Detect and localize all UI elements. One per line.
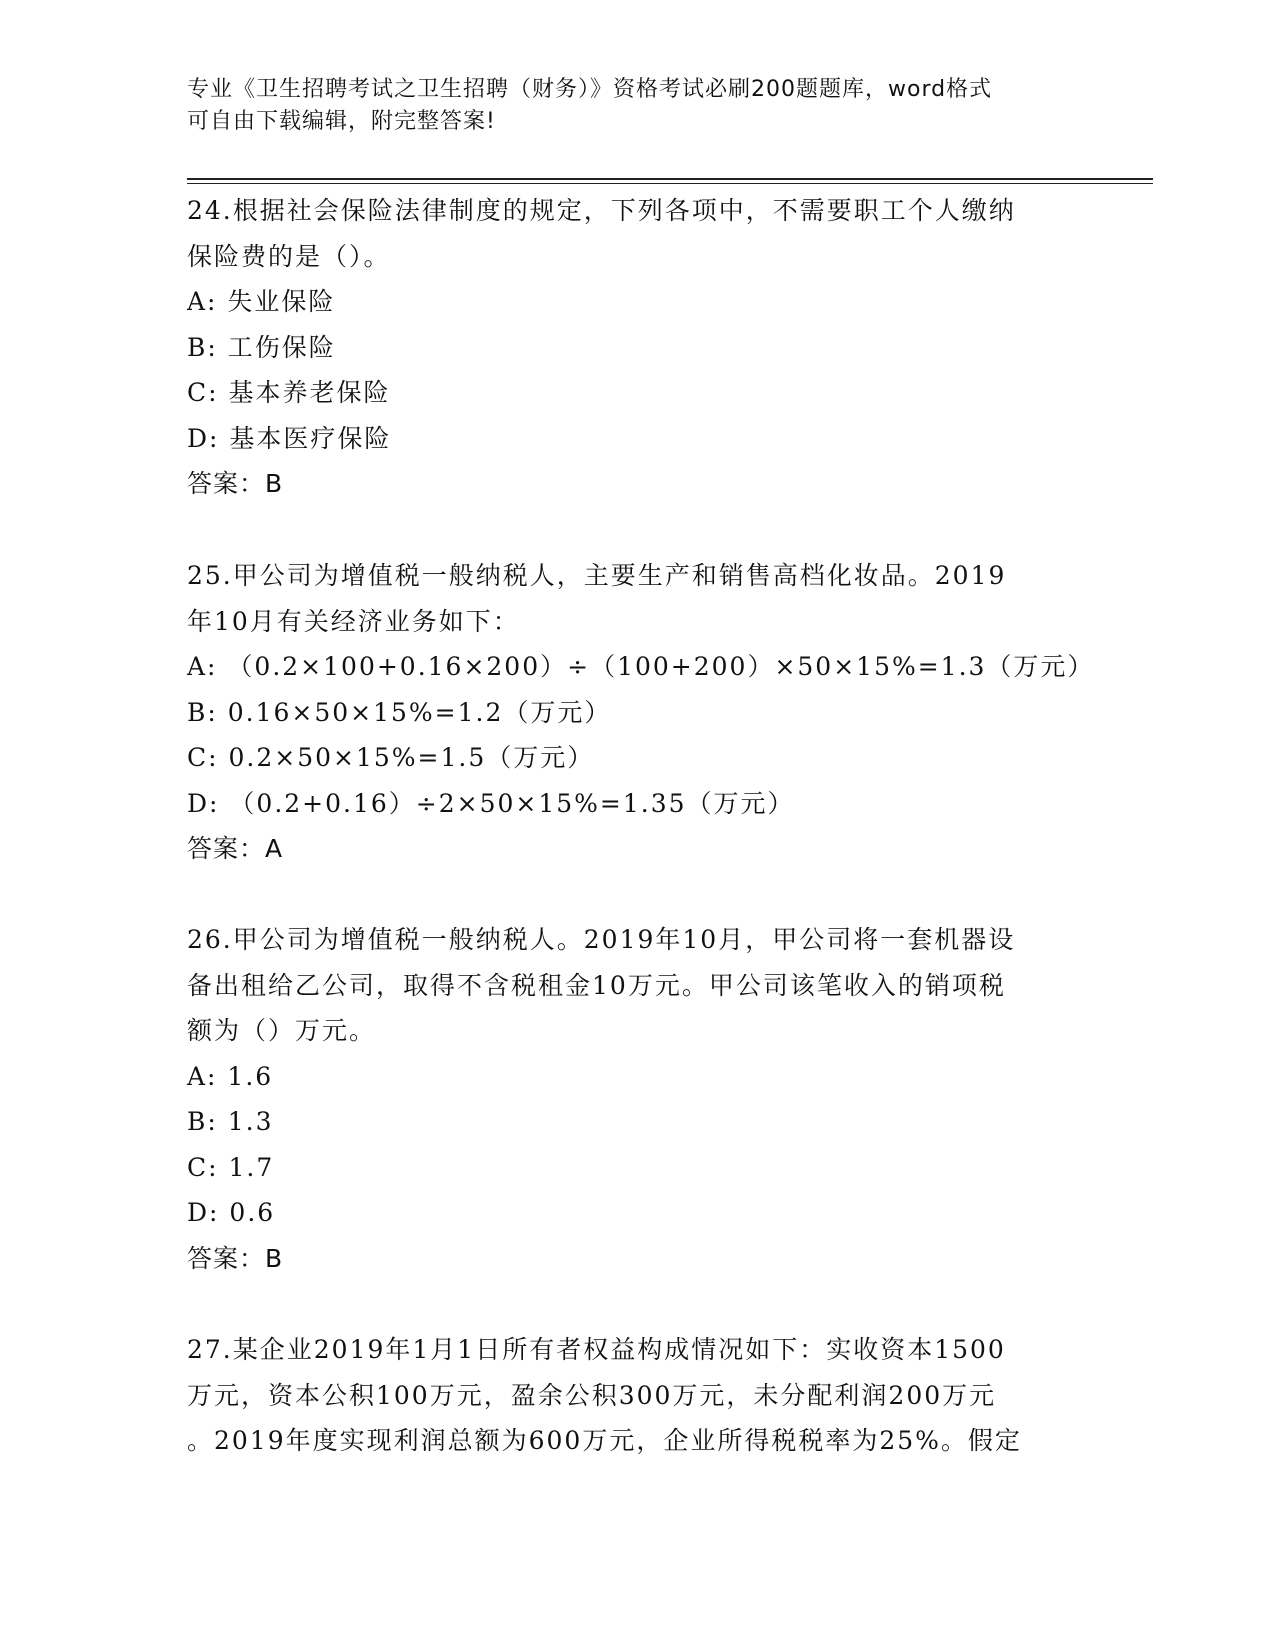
option-a: A: （0.2×100+0.16×200）÷（100+200）×50×15%=1.3（万元） bbox=[187, 652, 1095, 681]
option-b: B: 0.16×50×15%=1.2（万元） bbox=[187, 697, 612, 727]
question-stem-line: 额为（）万元。 bbox=[187, 1016, 377, 1045]
option-b: B: 1.3 bbox=[187, 1107, 274, 1136]
option-a: A: 1.6 bbox=[187, 1061, 274, 1091]
question-stem-line: 年10月有关经济业务如下： bbox=[187, 606, 520, 636]
question-25 bbox=[187, 553, 1095, 872]
header-line-1: 专业《卫生招聘考试之卫生招聘（财务）》资格考试必刷200题题库，word格式 bbox=[187, 77, 993, 102]
question-stem-line: 。2019年度实现利润总额为600万元，企业所得税税率为25%。假定 bbox=[187, 1426, 1022, 1455]
option-d: D: 基本医疗保险 bbox=[187, 423, 392, 453]
question-stem-line: 万元，资本公积100万元，盈余公积300万元，未分配利润200万元 bbox=[187, 1380, 997, 1410]
answer-label: 答案：A bbox=[187, 834, 284, 863]
question-stem-line: 24.根据社会保险法律制度的规定，下列各项中，不需要职工个人缴纳 bbox=[187, 196, 1016, 225]
question-stem-line: 保险费的是（）。 bbox=[187, 241, 391, 271]
option-d: D: 0.6 bbox=[187, 1198, 276, 1227]
option-c: C: 1.7 bbox=[187, 1152, 275, 1182]
answer-label: 答案：B bbox=[187, 469, 284, 498]
header-divider-thick bbox=[187, 178, 1153, 180]
option-b: B: 工伤保险 bbox=[187, 332, 336, 362]
option-a: A: 失业保险 bbox=[187, 287, 336, 316]
option-c: C: 基本养老保险 bbox=[187, 378, 391, 407]
question-27 bbox=[187, 1327, 1087, 1464]
question-stem-line: 备出租给乙公司，取得不含税租金10万元。甲公司该笔收入的销项税 bbox=[187, 970, 1006, 1000]
document-header bbox=[187, 74, 1087, 138]
header-line-2: 可自由下载编辑，附完整答案! bbox=[187, 109, 496, 134]
question-24 bbox=[187, 188, 1087, 507]
question-stem-line: 27.某企业2019年1月1日所有者权益构成情况如下：实收资本1500 bbox=[187, 1335, 1006, 1364]
answer-label: 答案：B bbox=[187, 1243, 284, 1273]
option-c: C: 0.2×50×15%=1.5（万元） bbox=[187, 743, 595, 772]
question-26 bbox=[187, 917, 1087, 1281]
question-stem-line: 26.甲公司为增值税一般纳税人。2019年10月，甲公司将一套机器设 bbox=[187, 925, 1016, 954]
question-stem-line: 25.甲公司为增值税一般纳税人，主要生产和销售高档化妆品。2019 bbox=[187, 561, 1007, 590]
option-d: D: （0.2+0.16）÷2×50×15%=1.35（万元） bbox=[187, 788, 795, 818]
header-divider-thin bbox=[187, 183, 1153, 184]
